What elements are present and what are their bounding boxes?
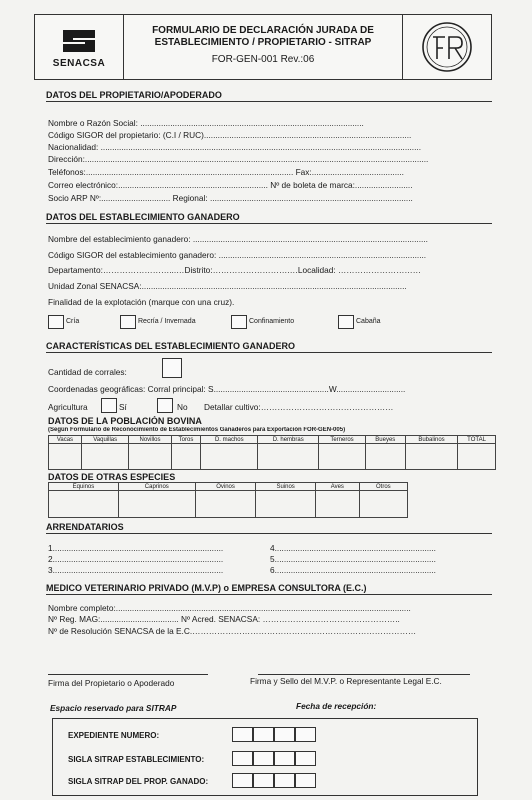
bovine-col-total: TOTAL xyxy=(458,436,496,444)
other-species-header-row xyxy=(49,483,408,491)
bovine-cell[interactable] xyxy=(319,444,365,470)
establishment-code-cell[interactable] xyxy=(274,751,295,766)
species-cell[interactable] xyxy=(256,491,316,518)
owner-sigor-field[interactable]: Código SIGOR del propietario: (C.I / RUC).......................................................................................... xyxy=(48,130,412,140)
bovine-col-bubalinos: Bubalinos xyxy=(405,436,457,444)
characteristics-section-heading: CARACTERÍSTICAS DEL ESTABLECIMIENTO GANADERO xyxy=(46,341,492,353)
bovine-col-toros: Toros xyxy=(171,436,201,444)
establishment-code-cell[interactable] xyxy=(232,751,253,766)
bovine-table xyxy=(48,435,496,470)
owner-code-cell[interactable] xyxy=(253,773,274,788)
species-cell[interactable] xyxy=(359,491,407,518)
tenant-6-field[interactable]: 6...................................................................... xyxy=(270,565,436,575)
owner-code-label: SIGLA SITRAP DEL PROP. GANADO: xyxy=(68,777,209,786)
zonal-unit-field[interactable]: Unidad Zonal SENACSA:................................................................................................................... xyxy=(48,281,407,291)
file-number-cell[interactable] xyxy=(274,727,295,742)
org-name: SENACSA xyxy=(52,57,106,69)
reserved-space-label: Espacio reservado para SITRAP xyxy=(50,703,177,713)
establishment-code-cell[interactable] xyxy=(295,751,316,766)
bovine-cell[interactable] xyxy=(458,444,496,470)
file-number-cell[interactable] xyxy=(232,727,253,742)
species-col-caprinos: Caprinos xyxy=(118,483,195,491)
purpose-cria-label: Cría xyxy=(66,318,80,325)
bovine-col-vaquillas: Vaquillas xyxy=(81,436,129,444)
vet-name-field[interactable]: Nombre completo:................................................................................................................................ xyxy=(48,603,411,613)
species-col-ovinos: Ovinos xyxy=(195,483,256,491)
pens-label: Cantidad de corrales: xyxy=(48,367,127,377)
establishment-name-field[interactable]: Nombre del establecimiento ganadero: ...................................................................................................... xyxy=(48,234,428,244)
pens-count-box[interactable] xyxy=(162,358,182,378)
tenants-section-heading: ARRENDATARIOS xyxy=(46,522,492,534)
bovine-col-dhembras: D. hembras xyxy=(258,436,319,444)
establishment-code-cell[interactable] xyxy=(253,751,274,766)
bovine-cell[interactable] xyxy=(258,444,319,470)
senacsa-logo-icon xyxy=(59,26,99,56)
bovine-cell[interactable] xyxy=(171,444,201,470)
bovine-subheading: (Según Formulario de Reconocimiento de Establecimientos Ganaderos para Exportación FOR-GEN-005) xyxy=(48,427,346,433)
establishment-sigor-field[interactable]: Código SIGOR del establecimiento ganadero: .......................................................................................... xyxy=(48,250,427,260)
species-col-otros: Otros xyxy=(359,483,407,491)
purpose-cabana-checkbox[interactable] xyxy=(338,315,354,329)
location-field[interactable]: Departamento:……………………...…Distrito:……………………….…Localidad: ………………………… xyxy=(48,265,421,275)
establishment-section-heading: DATOS DEL ESTABLECIMIENTO GANADERO xyxy=(46,212,492,224)
purpose-recria-label: Recría / Invernada xyxy=(138,318,196,325)
agriculture-no-label: No xyxy=(177,402,188,412)
other-species-input-row xyxy=(49,491,408,518)
bovine-col-bueyes: Bueyes xyxy=(365,436,405,444)
bovine-cell[interactable] xyxy=(405,444,457,470)
agriculture-yes-label: Sí xyxy=(119,402,127,412)
senacsa-logo xyxy=(35,15,124,79)
owner-code-cell[interactable] xyxy=(274,773,295,788)
owner-signature-line[interactable] xyxy=(48,674,208,675)
bovine-cell[interactable] xyxy=(49,444,82,470)
purpose-confinamiento-checkbox[interactable] xyxy=(231,315,247,329)
tenant-1-field[interactable]: 1.......................................................................... xyxy=(48,543,224,553)
other-species-table xyxy=(48,482,408,518)
agriculture-label: Agricultura xyxy=(48,402,88,412)
arp-regional-field[interactable]: Socio ARP Nº:.............................. Regional: ........................................................................................ xyxy=(48,193,413,203)
bovine-col-dmachos: D. machos xyxy=(201,436,258,444)
tenant-5-field[interactable]: 5...................................................................... xyxy=(270,554,436,564)
file-number-cell[interactable] xyxy=(295,727,316,742)
file-number-cell[interactable] xyxy=(253,727,274,742)
purpose-label: Finalidad de la explotación (marque con una cruz). xyxy=(48,297,235,307)
agriculture-no-checkbox[interactable] xyxy=(157,398,173,413)
file-number-label: EXPEDIENTE NUMERO: xyxy=(68,731,160,740)
vet-registration-field[interactable]: Nº Reg. MAG:.................................. Nº Acred. SENACSA: ………………………………………….. xyxy=(48,614,400,624)
form-code: FOR-GEN-001 Rev.:06 xyxy=(211,54,315,65)
vet-signature-label: Firma y Sello del M.V.P. o Representante Legal E.C. xyxy=(250,676,442,686)
sitrap-seal xyxy=(403,15,491,79)
tenant-4-field[interactable]: 4...................................................................... xyxy=(270,543,436,553)
owner-section-heading: DATOS DEL PROPIETARIO/APODERADO xyxy=(46,90,492,102)
coordinates-field[interactable]: Coordenadas geográficas: Corral principal: S..................................................W.............................. xyxy=(48,384,406,394)
species-col-aves: Aves xyxy=(315,483,359,491)
species-cell[interactable] xyxy=(315,491,359,518)
sitrap-seal-icon xyxy=(419,19,475,75)
bovine-cell[interactable] xyxy=(365,444,405,470)
tenant-3-field[interactable]: 3.......................................................................... xyxy=(48,565,224,575)
vet-resolution-field[interactable]: Nº de Resolución SENACSA de la E.C.……………………………………………………………………… xyxy=(48,626,417,636)
establishment-code-label: SIGLA SITRAP ESTABLECIMIENTO: xyxy=(68,755,205,764)
purpose-cabana-label: Cabaña xyxy=(356,318,381,325)
vet-signature-line[interactable] xyxy=(258,674,470,675)
crop-detail-field[interactable]: Detallar cultivo:………………………………………… xyxy=(204,402,394,412)
bovine-col-terneros: Terneros xyxy=(319,436,365,444)
other-species-heading: DATOS DE OTRAS ESPECIES xyxy=(48,472,176,482)
title-line-2: ESTABLECIMIENTO / PROPIETARIO - SITRAP xyxy=(154,37,372,48)
species-cell[interactable] xyxy=(118,491,195,518)
form-title xyxy=(124,15,403,79)
bovine-section-heading: DATOS DE LA POBLACIÓN BOVINA xyxy=(48,416,202,426)
species-col-suinos: Suinos xyxy=(256,483,316,491)
reception-date-label: Fecha de recepción: xyxy=(296,701,377,711)
purpose-recria-checkbox[interactable] xyxy=(120,315,136,329)
bovine-cell[interactable] xyxy=(81,444,129,470)
purpose-confinamiento-label: Confinamiento xyxy=(249,318,295,325)
form-header xyxy=(34,14,492,80)
title-line-1: FORMULARIO DE DECLARACIÓN JURADA DE xyxy=(152,25,374,36)
owner-code-cell[interactable] xyxy=(232,773,253,788)
bovine-header-row xyxy=(49,436,496,444)
species-col-equinos: Equinos xyxy=(49,483,119,491)
phone-fax-field[interactable]: Teléfonos:.......................................................................................... Fax:........................................ xyxy=(48,167,404,177)
species-cell[interactable] xyxy=(195,491,256,518)
owner-code-cell[interactable] xyxy=(295,773,316,788)
bovine-cell[interactable] xyxy=(201,444,258,470)
address-field[interactable]: Dirección:..................................................................................................................................................... xyxy=(48,154,429,164)
nationality-field[interactable]: Nacionalidad: ........................................................................................................................................... xyxy=(48,142,421,152)
email-brand-field[interactable]: Correo electrónico:................................................................. Nº de boleta de marca:......................... xyxy=(48,180,413,190)
purpose-cria-checkbox[interactable] xyxy=(48,315,64,329)
agriculture-yes-checkbox[interactable] xyxy=(101,398,117,413)
bovine-input-row xyxy=(49,444,496,470)
vet-section-heading: MEDICO VETERINARIO PRIVADO (M.V.P) o EMPRESA CONSULTORA (E.C.) xyxy=(46,583,492,595)
tenant-2-field[interactable]: 2.......................................................................... xyxy=(48,554,224,564)
bovine-cell[interactable] xyxy=(129,444,171,470)
species-cell[interactable] xyxy=(49,491,119,518)
bovine-col-novillos: Novillos xyxy=(129,436,171,444)
bovine-col-vacas: Vacas xyxy=(49,436,82,444)
owner-name-field[interactable]: Nombre o Razón Social: ................................................................................................. xyxy=(48,118,364,128)
owner-signature-label: Firma del Propietario o Apoderado xyxy=(48,678,175,688)
